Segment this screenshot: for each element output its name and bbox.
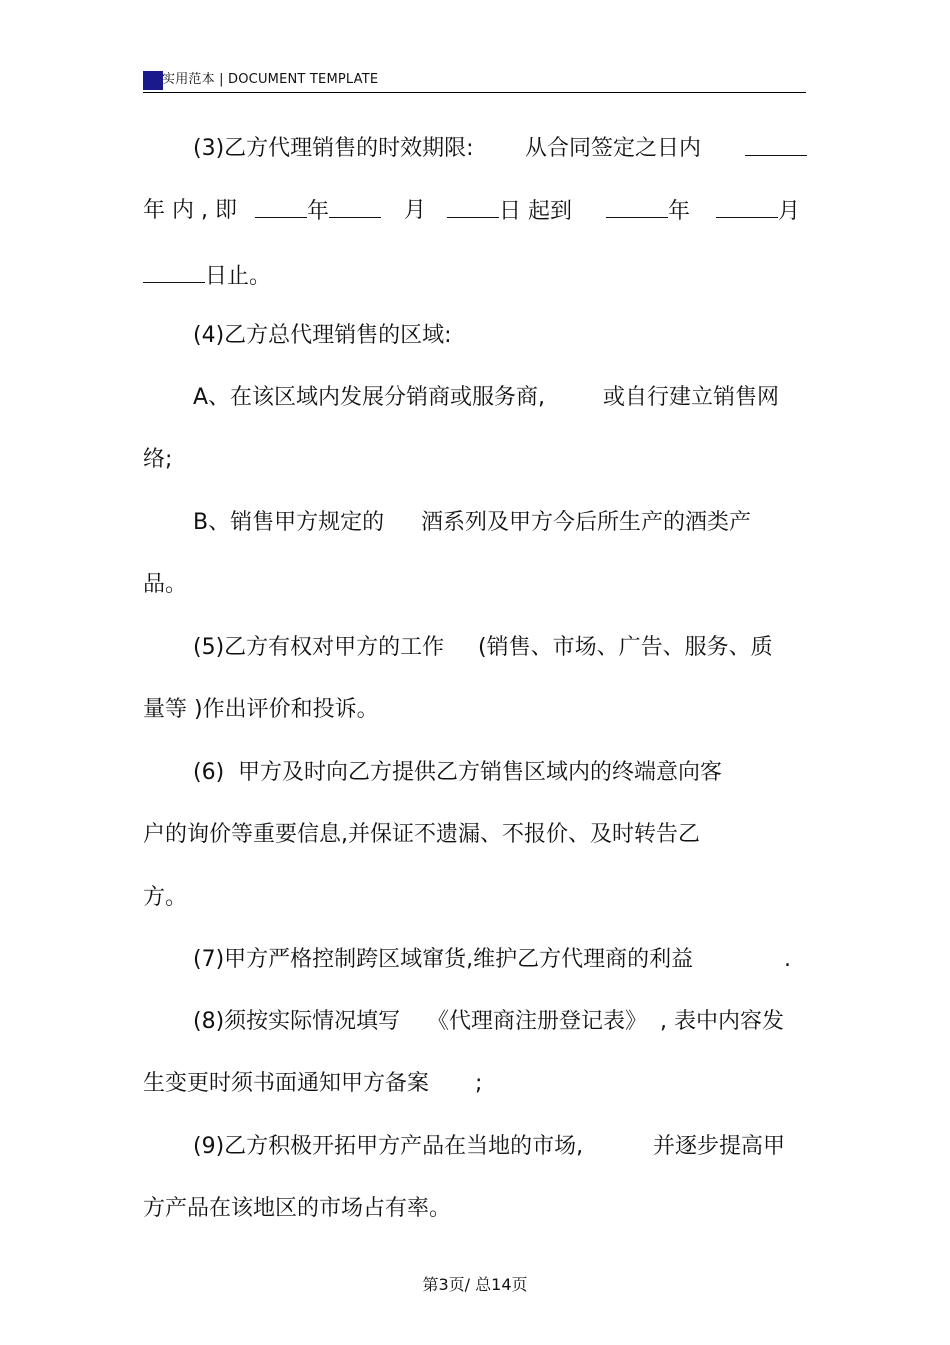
clause-6-text: 甲方及时向乙方提供乙方销售区域内的终端意向客 bbox=[238, 760, 723, 785]
clause-6-end bbox=[143, 884, 187, 912]
clause-8-form bbox=[427, 1008, 647, 1036]
item-a bbox=[193, 384, 545, 412]
clause-3-term-text: 从合同签定之日内 bbox=[525, 136, 702, 161]
item-b bbox=[193, 509, 384, 537]
clause-6-cont-text: 户的询价等重要信息,并保证不遗漏、不报价、及时转告乙 bbox=[143, 822, 700, 847]
date-prefix: 年 内 , 即 bbox=[143, 198, 237, 223]
clause-5-end bbox=[143, 696, 379, 724]
end-month bbox=[716, 197, 800, 226]
clause-5-cont bbox=[478, 634, 773, 662]
clause-7 bbox=[193, 946, 693, 974]
clause-7-text: (7)甲方严格控制跨区域窜货,维护乙方代理商的利益 bbox=[193, 947, 694, 972]
clause-8-form-title: 《代理商注册登记表》 bbox=[427, 1009, 648, 1034]
start-month bbox=[404, 197, 426, 225]
clause-6-number-text: (6) bbox=[193, 760, 225, 785]
clause-8-semicolon bbox=[475, 1070, 482, 1098]
clause-9 bbox=[193, 1133, 583, 1161]
clause-8-text: (8)须按实际情况填写 bbox=[193, 1009, 401, 1034]
blank-years bbox=[745, 135, 807, 164]
item-a-text: A、在该区域内发展分销商或服务商, bbox=[193, 385, 546, 410]
end-year-label: 年 bbox=[668, 199, 691, 224]
clause-5 bbox=[193, 634, 444, 662]
date-range-line bbox=[143, 197, 237, 225]
clause-5-cont-text: (销售、市场、广告、服务、质 bbox=[478, 635, 773, 660]
clause-9-cont bbox=[653, 1133, 785, 1161]
start-month-label: 月 bbox=[404, 198, 427, 223]
item-b-end-text: 品。 bbox=[143, 572, 188, 597]
clause-7-period: . bbox=[784, 947, 791, 972]
clause-8-end-text: 生变更时须书面通知甲方备案 bbox=[143, 1071, 430, 1096]
clause-3-line bbox=[193, 135, 474, 163]
start-day bbox=[447, 197, 572, 226]
end-month-label: 月 bbox=[778, 199, 801, 224]
item-b-cont bbox=[421, 509, 751, 537]
clause-8 bbox=[193, 1008, 400, 1036]
clause-9-end bbox=[143, 1195, 451, 1223]
clause-8-end bbox=[143, 1070, 429, 1098]
clause-7-end bbox=[784, 946, 791, 974]
start-date bbox=[255, 197, 381, 226]
item-a-cont-text: 或自行建立销售网 bbox=[603, 385, 780, 410]
item-a-end bbox=[143, 446, 172, 474]
clause-8-semicolon-text: ; bbox=[475, 1071, 483, 1096]
item-a-cont bbox=[603, 384, 779, 412]
item-b-end bbox=[143, 571, 187, 599]
clause-5-end-text: 量等 )作出评价和投诉。 bbox=[143, 697, 379, 722]
end-day-label: 日止。 bbox=[205, 264, 272, 289]
clause-8-cont bbox=[660, 1008, 784, 1036]
clause-6-cont bbox=[143, 821, 700, 849]
clause-4 bbox=[193, 322, 452, 350]
end-day bbox=[143, 262, 271, 291]
clause-9-end-text: 方产品在该地区的市场占有率。 bbox=[143, 1196, 452, 1221]
clause-9-text: (9)乙方积极开拓甲方产品在当地的市场, bbox=[193, 1134, 584, 1159]
clause-8-cont-text: , 表中内容发 bbox=[660, 1009, 784, 1034]
start-year-label: 年 bbox=[307, 199, 330, 224]
clause-6-end-text: 方。 bbox=[143, 885, 188, 910]
item-a-end-text: 络; bbox=[143, 447, 173, 472]
end-year bbox=[606, 197, 690, 226]
start-day-label: 日 起到 bbox=[499, 199, 572, 224]
item-b-cont-text: 酒系列及甲方今后所生产的酒类产 bbox=[421, 510, 752, 535]
clause-5-text: (5)乙方有权对甲方的工作 bbox=[193, 635, 445, 660]
clause-3-label: (3)乙方代理销售的时效期限: bbox=[193, 136, 474, 161]
clause-6 bbox=[238, 759, 722, 787]
clause-4-text: (4)乙方总代理销售的区域: bbox=[193, 323, 452, 348]
header-title: 实用范本 | DOCUMENT TEMPLATE bbox=[162, 72, 379, 87]
item-b-text: B、销售甲方规定的 bbox=[193, 510, 385, 535]
page-number: 第3页/ 总14页 bbox=[422, 1275, 528, 1294]
clause-3-term bbox=[525, 135, 701, 163]
logo-square-icon bbox=[143, 71, 163, 90]
document-header bbox=[143, 70, 806, 93]
clause-6-number bbox=[193, 759, 224, 787]
clause-9-cont-text: 并逐步提高甲 bbox=[653, 1134, 786, 1159]
